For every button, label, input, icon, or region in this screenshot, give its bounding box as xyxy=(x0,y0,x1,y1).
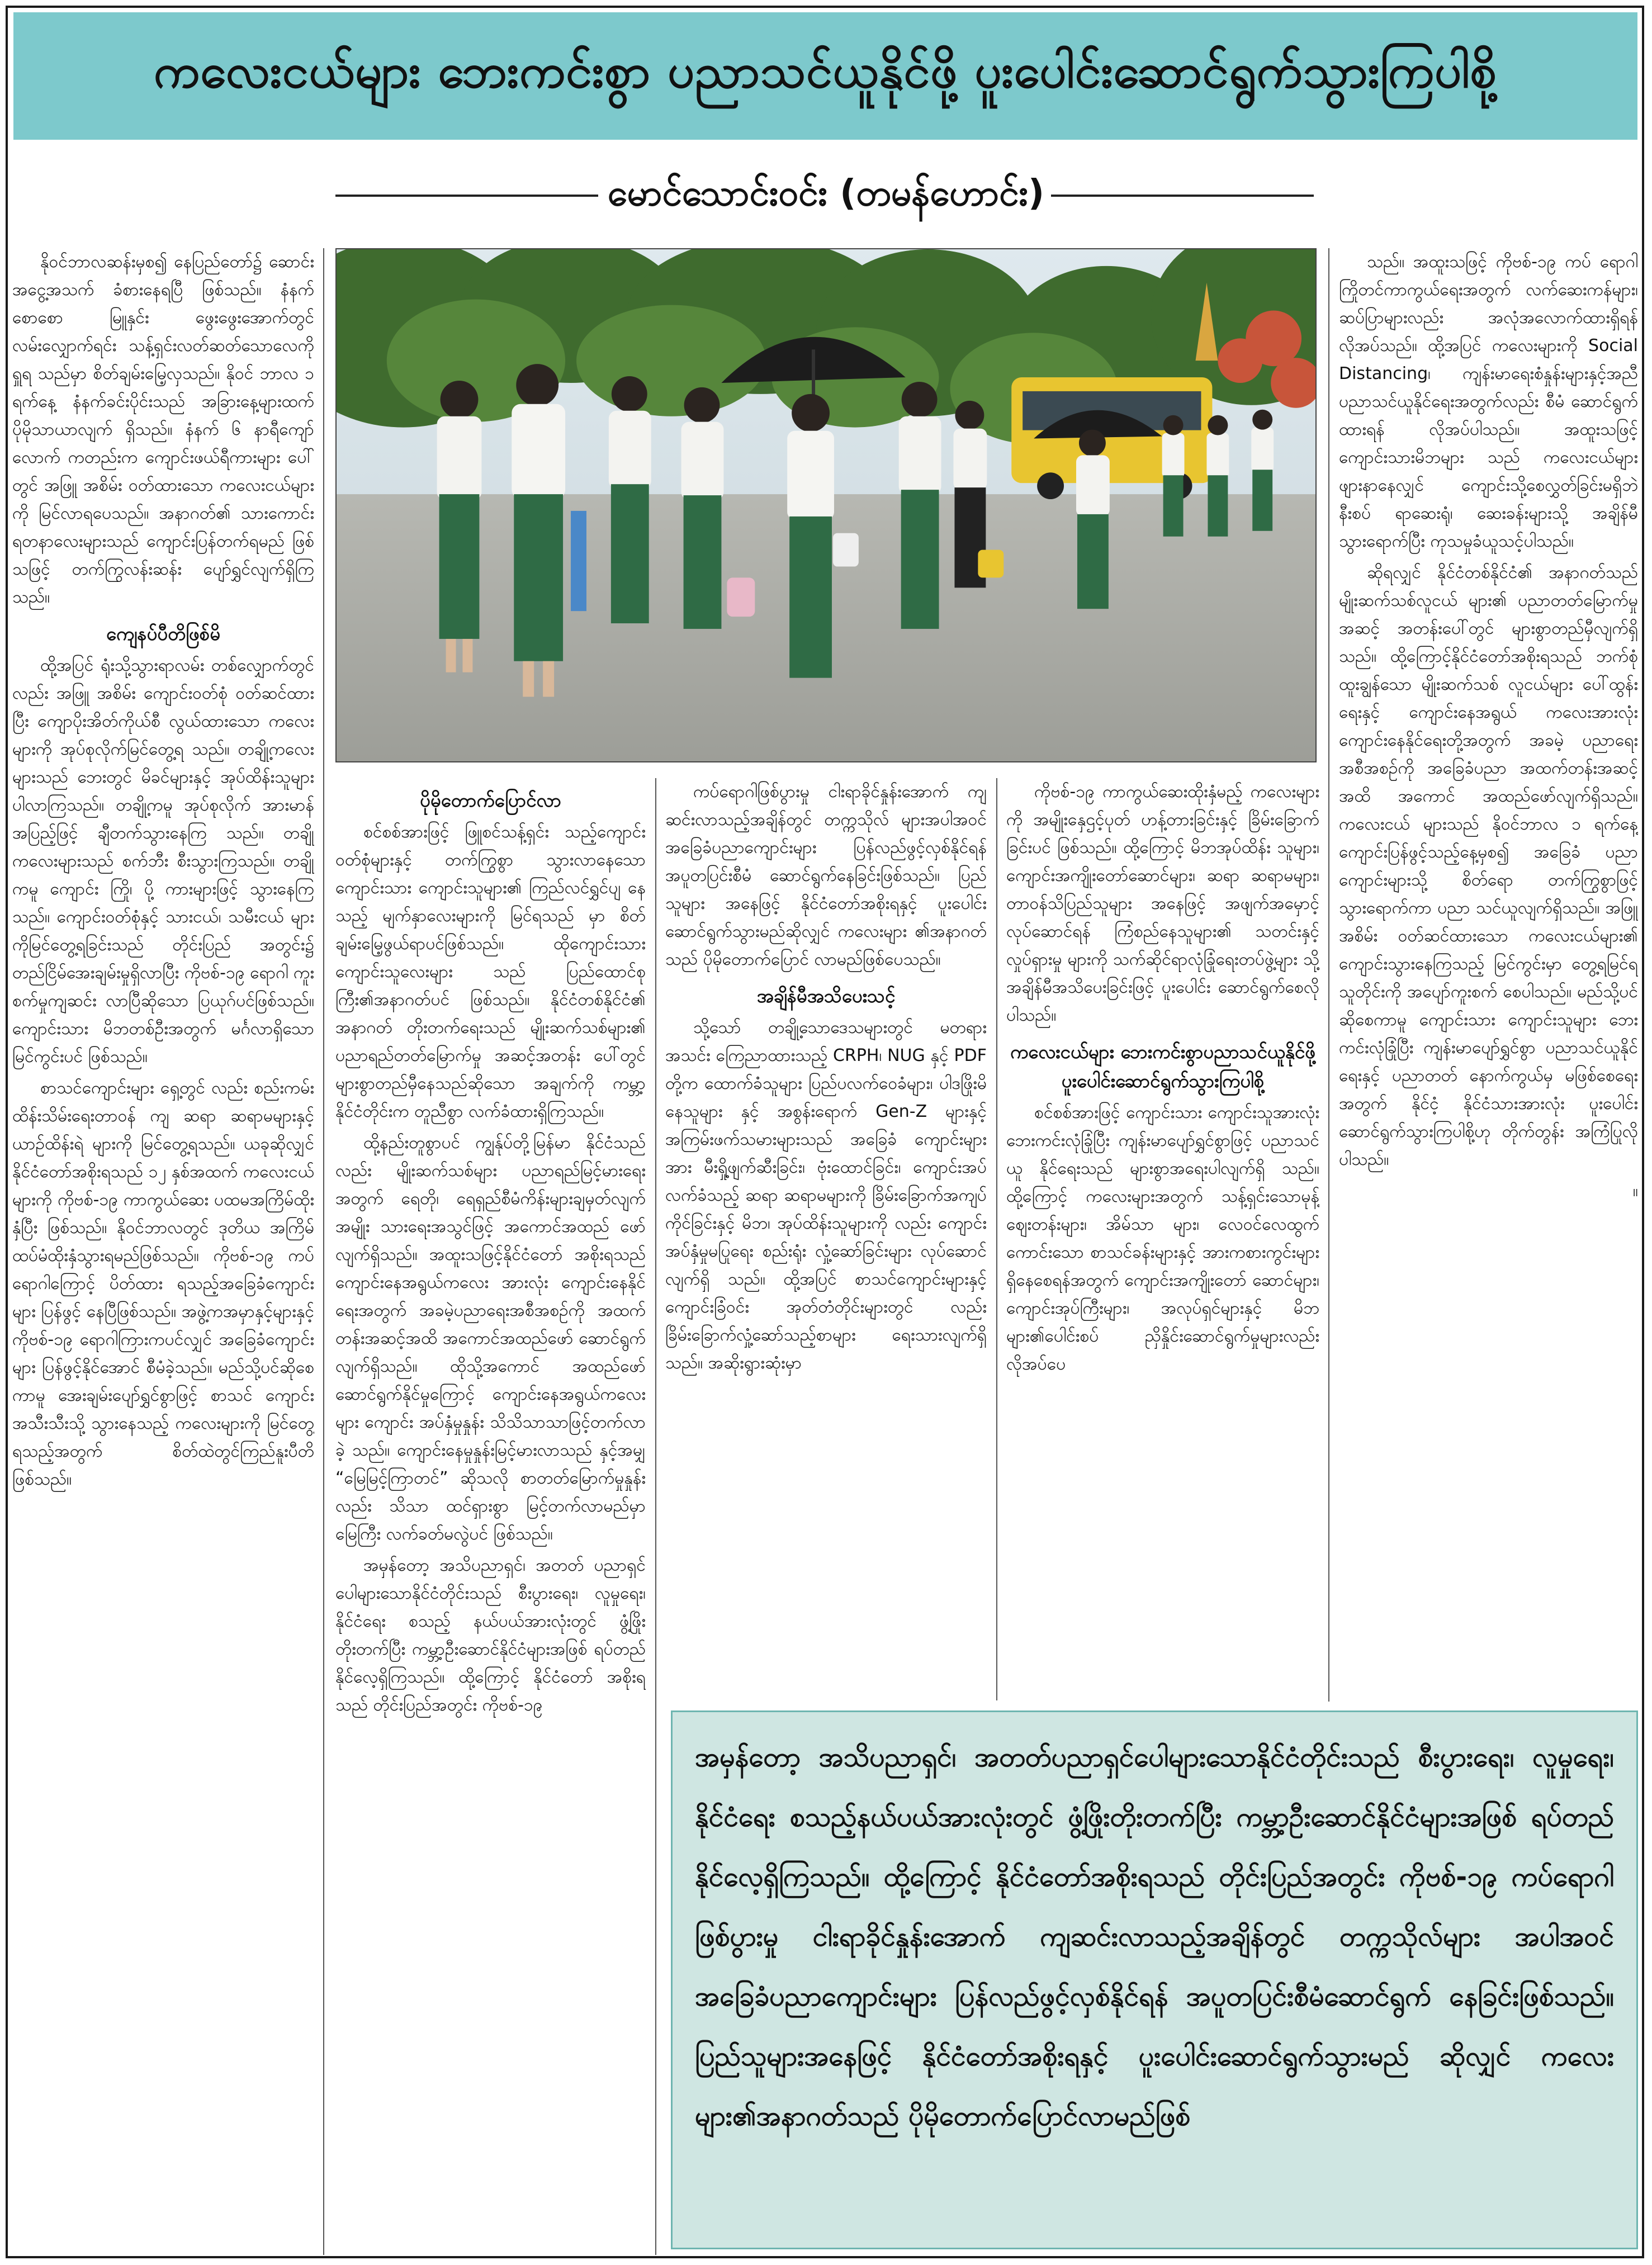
column-2 xyxy=(335,778,646,2255)
col1-subhead: ကျေနပ်ပီတိဖြစ်မိ xyxy=(106,623,221,645)
col3-para-2: သို့သော် တချို့သောဒေသများတွင် မတရားအသင်း ကြေညာထားသည့် CRPH၊ NUG နှင့် PDF တို့က ထောက်ခံသူများ ပြည်ပလက်ဝေခံများ၊ ပါဒဖြိုးမိနေသူများ နှင့် အစွန်းရောက် Gen-Z များနှင့် အကြမ်းဖက်သမားများသည် အခြေခံ ကျောင်းများအား မီးရှို့ဖျက်ဆီးခြင်း၊ ဗုံးထောင်ခြင်း၊ ကျောင်းအပ်လက်ခံသည့် ဆရာ ဆရာမများကို ခြိမ်းခြောက်အကျပ် ကိုင်ခြင်းနှင့် မိဘ၊ အုပ်ထိန်းသူများကို လည်း ကျောင်းအပ်နှံမှုမပြုရေး စည်းရုံး လှုံ့ဆော်ခြင်းများ လုပ်ဆောင်လျက်ရှိ သည်။ ထို့အပြင် စာသင်ကျောင်းများနှင့် ကျောင်းခြံဝင်း အုတ်တံတိုင်းများတွင် လည်း ခြိမ်းခြောက်လှုံ့ဆော်သည့်စာများ ရေးသားလျက်ရှိသည်။ အဆိုးရွားဆုံးမှာ xyxy=(665,1018,987,1373)
col4-para-1: ကိုဗစ်-၁၉ ကာကွယ်ဆေးထိုးနှံမည့် ကလေးများကို အမျိုးနှေဌင့်ပုတ် ဟန့်တားခြင်းနှင့် ခြိမ်းခြောက်ခြင်းပင် ဖြစ်သည်။ ထို့ကြောင့် မိဘအုပ်ထိန်း သူများ၊ ကျောင်းအကျိုးတော်ဆောင်များ၊ ဆရာ ဆရာမများ၊ တာဝန်သိပြည်သူများ အနေဖြင့် အဖျက်အမှောင့်လုပ်ဆောင်ရန် ကြံစည်နေသူများ၏ သတင်းနှင့်လှုပ်ရှားမှု များကို သက်ဆိုင်ရာလုံခြုံရေးတပ်ဖွဲ့များ သို့ အချိန်မီအသိပေးခြင်းဖြင့် ပူးပေါင်း ဆောင်ရွက်စေလိုပါသည်။ xyxy=(1006,782,1319,1025)
byline: မောင်သောင်းဝင်း (တမန်ဟောင်း) xyxy=(607,173,1045,214)
column-1 xyxy=(12,248,314,2255)
col4-subhead: ကလေးငယ်များ ဘေးကင်းစွာပညာသင်ယူနိုင်ဖို့ ပူးပေါင်းဆောင်ရွက်သွားကြပါစို့ xyxy=(1010,1041,1315,1092)
col1-para-3: စာသင်ကျောင်းများ ရှေ့တွင် လည်း စည်းကမ်းထိန်းသိမ်းရေးတာဝန် ကျ ဆရာ ဆရာမများနှင့် ယာဉ်ထိန်းရဲ များကို မြင်တွေ့ရသည်။ ယခုဆိုလျှင် နိုင်ငံတော်အစိုးရသည် ၁၂ နှစ်အထက် ကလေးငယ်များကို ကိုဗစ်-၁၉ ကာကွယ်ဆေး ပထမအကြိမ်ထိုးနှံပြီး ဖြစ်သည်။ နိုဝင်ဘာလတွင် ဒုတိယ အကြိမ် ထပ်မံထိုးနှံသွားရမည်ဖြစ်သည်။ ကိုဗစ်-၁၉ ကပ်ရောဂါကြောင့် ပိတ်ထား ရသည့်အခြေခံကျောင်းများ ပြန်ဖွင့် နေပြီဖြစ်သည်။ အဖွဲ့ကအမှာနှင့်များနှင့် ကိုဗစ်-၁၉ ရောဂါကြားကပင်လျှင် အခြေခံကျောင်းများ ပြန်ဖွင့်နိုင်အောင် စီမံခဲ့သည်။ မည်သို့ပင်ဆိုစေကာမူ အေးချမ်းပျော်ရွှင်စွာဖြင့် စာသင် ကျောင်းအသီးသီးသို့ သွားနေသည့် ကလေးများကို မြင်တွေ့ရသည့်အတွက် စိတ်ထဲတွင်ကြည်နူးပီတိ ဖြစ်သည်။ xyxy=(12,1078,314,1489)
col2-para-2: ထို့နည်းတူစွာပင် ကျွန်ုပ်တို့မြန်မာ နိုင်ငံသည်လည်း မျိုးဆက်သစ်များ ပညာရည်မြင့်မားရေးအတွက် ရေတို၊ ရေရှည်စီမံကိန်းများချမှတ်လျက် အမျိုး သားရေးအသွင်ဖြင့် အကောင်အထည် ဖော်လျက်ရှိသည်။ အထူးသဖြင့်နိုင်ငံတော် အစိုးရသည် ကျောင်းနေအရွယ်ကလေး အားလုံး ကျောင်းနေနိုင်ရေးအတွက် အခမဲ့ပညာရေးအစီအစဉ်ကို အထက် တန်းအဆင့်အထိ အကောင်အထည်ဖော် ဆောင်ရွက်လျက်ရှိသည်။ ထိုသို့အကောင် အထည်ဖော် ဆောင်ရွက်နိုင်မှုကြောင့် ကျောင်းနေအရွယ်ကလေးများ ကျောင်း အပ်နှံမှုနှုန်း သိသိသာသာဖြင့်တက်လာခဲ့ သည်။ ကျောင်းနေမှုနှုန်းမြင့်မားလာသည် နှင့်အမျှ “မြေမြင့်ကြာတင်” ဆိုသလို စာတတ်မြောက်မှုနှုန်းလည်း သိသာ ထင်ရှားစွာ မြင့်တက်လာမည်မှာ မြေကြီး လက်ခတ်မလွဲပင် ဖြစ်သည်။ xyxy=(335,1133,646,1544)
col3-subhead: အချိန်မီအသိပေးသင့် xyxy=(756,985,896,1007)
col2-para-3: အမှန်တော့ အသိပညာရှင်၊ အတတ် ပညာရှင် ပေါများသောနိုင်ငံတိုင်းသည် စီးပွားရေး၊ လူမှုရေး၊ နိုင်ငံရေး စသည့် နယ်ပယ်အားလုံးတွင် ဖွံ့ဖြိုးတိုးတက်ပြီး ကမ္ဘာ့ဦးဆောင်နိုင်ငံများအဖြစ် ရပ်တည် နိုင်လေ့ရှိကြသည်။ ထို့ကြောင့် နိုင်ငံတော် အစိုးရသည် တိုင်းပြည်အတွင်း ကိုဗစ်-၁၉ xyxy=(335,1556,646,1715)
column-4 xyxy=(1006,778,1319,1700)
col2-para-1: စင်စစ်အားဖြင့် ဖြူစင်သန့်ရှင်း သည့်ကျောင်းဝတ်စုံများနှင့် တက်ကြွစွာ သွားလာနေသော ကျောင်းသား ကျောင်းသူများ၏ ကြည်လင်ရွှင်ပျ နေသည့် မျက်နှာလေးများကို မြင်ရသည် မှာ စိတ်ချမ်းမြေ့ဖွယ်ရာပင်ဖြစ်သည်။ ထိုကျောင်းသား ကျောင်းသူလေးများ သည် ပြည်ထောင်စုကြီး၏အနာဂတ်ပင် ဖြစ်သည်။ နိုင်ငံတစ်နိုင်ငံ၏ အနာဂတ် တိုးတက်ရေးသည် မျိုးဆက်သစ်များ၏ ပညာရည်တတ်မြောက်မှု အဆင့်အတန်း ပေါ်တွင် များစွာတည်မှီနေသည်ဆိုသော အချက်ကို ကမ္ဘာ့နိုင်ငံတိုင်းက တူညီစွာ လက်ခံထားရှိကြသည်။ xyxy=(335,822,646,1121)
col2-subhead: ပိုမိုတောက်ပြောင်လာ xyxy=(420,789,561,811)
col3-para-1: ကပ်ရောဂါဖြစ်ပွားမှု ငါးရာခိုင်နှုန်းအောက် ကျဆင်းလာသည့်အချိန်တွင် တက္ကသိုလ် များအပါအဝင် အခြေခံပညာကျောင်းများ ပြန်လည်ဖွင့်လှစ်နိုင်ရန် အပူတပြင်းစီမံ ဆောင်ရွက်နေခြင်းဖြစ်သည်။ ပြည်သူများ အနေဖြင့် နိုင်ငံတော်အစိုးရနှင့် ပူးပေါင်း ဆောင်ရွက်သွားမည်ဆိုလျှင် ကလေးများ ၏အနာဂတ်သည် ပိုမိုတောက်ပြောင် လာမည်ဖြစ်ပေသည်။ xyxy=(665,782,987,969)
students-photo xyxy=(335,248,1317,762)
col1-para-1: နိုဝင်ဘာလဆန်းမှစ၍ နေပြည်တော်၌ ဆောင်းအငွေ့အသက် ခံစားနေရပြီ ဖြစ်သည်။ နံနက်စောစော မြူနှင်း ဖွေးဖွေးအောက်တွင် လမ်းလျှောက်ရင်း သန့်ရှင်းလတ်ဆတ်သောလေကို ရှူရ သည်မှာ စိတ်ချမ်းမြေ့လှသည်။ နိုဝင် ဘာလ ၁ ရက်နေ့ နံနက်ခင်းပိုင်းသည် အခြားနေ့များထက် ပိုမိုသာယာလျက် ရှိသည်။ နံနက် ၆ နာရီကျော်လောက် ကတည်းက ကျောင်းဖယ်ရီကားများ ပေါ်တွင် အဖြူ အစိမ်း ဝတ်ထားသော ကလေးငယ်များကို မြင်လာရပေသည်။ အနာဂတ်၏ သားကောင်း ရတနာလေးများသည် ကျောင်းပြန်တက်ရမည် ဖြစ်သဖြင့် တက်ကြွလန်းဆန်း ပျော်ရွှင်လျက်ရှိကြ သည်။ xyxy=(12,252,314,607)
headline: ကလေးငယ်များ ဘေးကင်းစွာ ပညာသင်ယူနိုင်ဖို့ ပူးပေါင်းဆောင်ရွက်သွားကြပါစို့ xyxy=(154,44,1497,98)
column-divider xyxy=(1328,248,1329,1702)
column-divider xyxy=(323,248,324,2255)
end-mark: ။ xyxy=(1632,1181,1638,1201)
pull-quote-box xyxy=(671,1710,1638,2249)
column-divider xyxy=(996,778,997,1700)
col4-para-2: စင်စစ်အားဖြင့် ကျောင်းသား ကျောင်းသူအားလုံး ဘေးကင်းလုံခြုံပြီး ကျန်းမာပျော်ရွှင်စွာဖြင့် ပညာသင်ယူ နိုင်ရေးသည် များစွာအရေးပါလျက်ရှိ သည်။ ထို့ကြောင့် ကလေးများအတွက် သန့်ရှင်းသောမုန့်ဈေးတန်းများ၊ အိမ်သာ များ၊ လေဝင်လေထွက်ကောင်းသော စာသင်ခန်းများနှင့် အားကစားကွင်းများ ရှိနေစေရန်အတွက် ကျောင်းအကျိုးတော် ဆောင်များ၊ ကျောင်းအုပ်ကြီးများ၊ အလုပ်ရှင်များနှင့် မိဘများ၏ပေါင်းစပ် ညှိနှိုင်းဆောင်ရွက်မှုများလည်း လိုအပ်ပေ xyxy=(1006,1103,1319,1374)
pull-quote-text: အမှန်တော့ အသိပညာရှင်၊ အတတ်ပညာရှင်ပေါများသောနိုင်ငံတိုင်းသည် စီးပွားရေး၊ လူမှုရေး၊ နိုင်ငံရေး စသည့်နယ်ပယ်အားလုံးတွင် ဖွံ့ဖြိုးတိုးတက်ပြီး ကမ္ဘာ့ဦးဆောင်နိုင်ငံများအဖြစ် ရပ်တည်နိုင်လေ့ရှိကြသည်။ ထို့ကြောင့် နိုင်ငံတော်အစိုးရသည် တိုင်းပြည်အတွင်း ကိုဗစ်-၁၉ ကပ်ရောဂါဖြစ်ပွားမှု ငါးရာခိုင်နှုန်းအောက် ကျဆင်းလာသည့်အချိန်တွင် တက္ကသိုလ်များ အပါအဝင် အခြေခံပညာကျောင်းများ ပြန်လည်ဖွင့်လှစ်နိုင်ရန် အပူတပြင်းစီမံဆောင်ရွက် နေခြင်းဖြစ်သည်။ ပြည်သူများအနေဖြင့် နိုင်ငံတော်အစိုးရနှင့် ပူးပေါင်းဆောင်ရွက်သွားမည် ဆိုလျှင် ကလေးများ၏အနာဂတ်သည် ပိုမိုတောက်ပြောင်လာမည်ဖြစ် xyxy=(695,1742,1614,2132)
column-divider xyxy=(655,778,656,2255)
col5-para-2: ဆိုရလျှင် နိုင်ငံတစ်နိုင်ငံ၏ အနာဂတ်သည် မျိုးဆက်သစ်လူငယ် များ၏ ပညာတတ်မြောက်မှုအဆင့် အတန်းပေါ်တွင် များစွာတည်မှီလျက်ရှိ သည်။ ထို့ကြောင့်နိုင်ငံတော်အစိုးရသည် ဘက်စုံထူးချွန်သော မျိုးဆက်သစ် လူငယ်များ ပေါ်ထွန်းရေးနှင့် ကျောင်းနေအရွယ် ကလေးအားလုံး ကျောင်းနေနိုင်ရေးတို့အတွက် အခမဲ့ ပညာရေးအစီအစဉ်ကို အခြေခံပညာ အထက်တန်းအဆင့်အထိ အကောင် အထည်ဖော်လျက်ရှိသည်။ ကလေးငယ် များသည် နိုဝင်ဘာလ ၁ ရက်နေ့ ကျောင်းပြန်ဖွင့်သည့်နေ့မှစ၍ အခြေခံ ပညာကျောင်းများသို့ စိတ်ရော တက်ကြွစွာဖြင့် သွားရောက်ကာ ပညာ သင်ယူလျက်ရှိသည်။ အဖြူ အစိမ်း ဝတ်ဆင်ထားသော ကလေးငယ်များ၏ ကျောင်းသွားနေကြသည့် မြင်ကွင်းမှာ တွေ့ရမြင်ရသူတိုင်းကို အပျော်ကူးစက် စေပါသည်။ မည်သို့ပင်ဆိုစေကာမူ ကျောင်းသား ကျောင်းသူများ ဘေးကင်းလုံခြုံပြီး ကျန်းမာပျော်ရွှင်စွာ ပညာသင်ယူနိုင်ရေးနှင့် ပညာတတ် နောက်ကွယ်မှ မဖြစ်စေရေးအတွက် နိုင်ငံ့ နိုင်ငံသားအားလုံး ပူးပေါင်း ဆောင်ရွက်သွားကြပါစို့ဟု တိုက်တွန်း အကြံပြုလိုပါသည်။ xyxy=(1339,563,1638,1169)
col1-para-2: ထို့အပြင် ရုံးသို့သွားရာလမ်း တစ်လျှောက်တွင်လည်း အဖြူ အစိမ်း ကျောင်းဝတ်စုံ ဝတ်ဆင်ထားပြီး ကျောပိုးအိတ်ကိုယ်စီ လွယ်ထားသော ကလေးများကို အုပ်စုလိုက်မြင်တွေ့ရ သည်။ တချို့ကလေးများသည် ဘေးတွင် မိခင်များနှင့် အုပ်ထိန်းသူများ ပါလာကြသည်။ တချို့ကမူ အုပ်စုလိုက် အားမာန်အပြည့်ဖြင့် ချီတက်သွားနေကြ သည်။ တချို့ကလေးများသည် စက်ဘီး စီးသွားကြသည်။ တချို့ကမူ ကျောင်း ကြို၊ ပို့ ကားများဖြင့် သွားနေကြသည်။ ကျောင်းဝတ်စုံနှင့် သားငယ်၊ သမီးငယ် များကိုမြင်တွေ့ရခြင်းသည် တိုင်းပြည် အတွင်း၌ တည်ငြိမ်အေးချမ်းမှုရှိလာပြီး ကိုဗစ်-၁၉ ရောဂါ ကူးစက်မှုကျဆင်း လာပြီဆိုသော ပြယုဂ်ပင်ဖြစ်သည်။ ကျောင်းသား မိဘတစ်ဦးအတွက် မင်္ဂလာရှိသောမြင်ကွင်းပင် ဖြစ်သည်။ xyxy=(12,656,314,1067)
students-with-umbrellas-photo-icon xyxy=(337,249,1315,761)
headline-band xyxy=(13,12,1637,140)
byline-rule-right xyxy=(1051,195,1314,197)
column-3 xyxy=(665,778,987,1700)
col5-para-1: သည်။ အထူးသဖြင့် ကိုဗစ်-၁၉ ကပ် ရောဂါ ကြိုတင်ကာကွယ်ရေးအတွက် လက်ဆေးကန်များ၊ ဆပ်ပြာများလည်း အလုံအလောက်ထားရှိရန် လိုအပ်သည်။ ထို့အပြင် ကလေးများကို Social Distancing၊ ကျန်းမာရေးစံနှုန်းများနှင့်အညီ ပညာသင်ယူနိုင်ရေးအတွက်လည်း စီမံ ဆောင်ရွက်ထားရန် လိုအပ်ပါသည်။ အထူးသဖြင့် ကျောင်းသားမိဘများ သည် ကလေးငယ်များ ဖျားနာနေလျှင် ကျောင်းသို့စေလွှတ်ခြင်းမရှိဘဲ နီးစပ် ရာဆေးရုံ၊ ဆေးခန်းများသို့ အချိန်မီ သွားရောက်ပြီး ကုသမှုခံယူသင့်ပါသည်။ xyxy=(1339,252,1638,551)
column-5 xyxy=(1339,248,1638,1690)
